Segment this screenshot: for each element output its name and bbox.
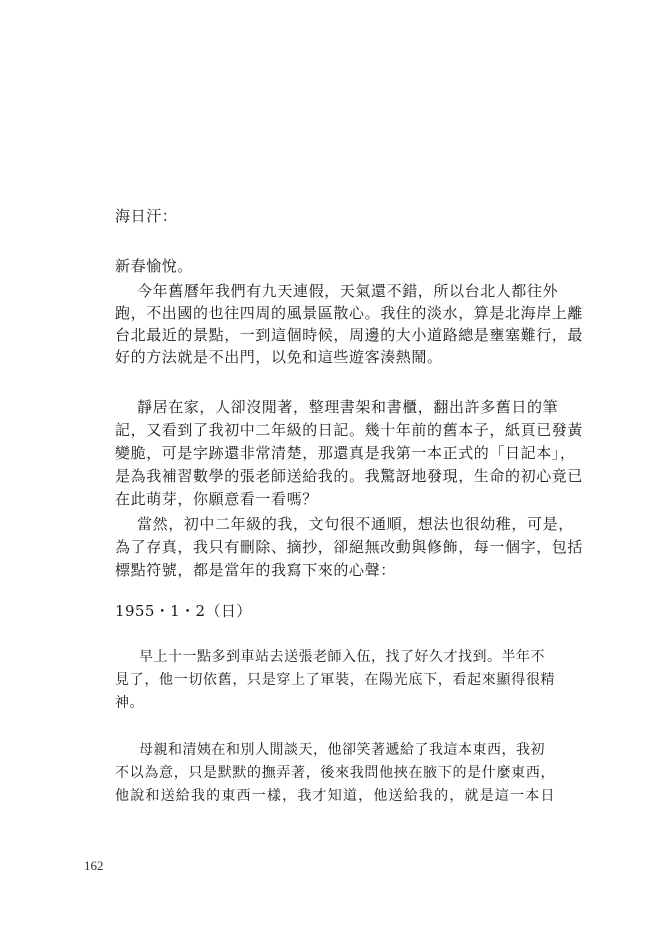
salutation: 海日汗：: [115, 207, 178, 225]
paragraph-3-line: 當然，初中二年級的我，文句很不通順，想法也很幼稚，可是，: [137, 515, 574, 533]
paragraph-1-line: 今年舊曆年我們有九天連假，天氣還不錯，所以台北人都往外: [137, 282, 559, 300]
diary-entry-2-line: 母親和清姨在和別人閒談天，他卻笑著遞給了我這本東西，我初: [139, 742, 545, 758]
page-number: 162: [84, 858, 104, 873]
paragraph-1-line: 跑，不出國的也往四周的風景區散心。我住的淡水，算是北海岸上離: [115, 304, 584, 322]
paragraph-3-line: 標點符號，都是當年的我寫下來的心聲：: [115, 561, 396, 579]
diary-entry-2-line: 不以為意，只是默默的撫弄著，後來我問他挾在腋下的是什麼東西，: [115, 765, 555, 781]
paragraph-3-line: 為了存真，我只有刪除、摘抄，卻絕無改動與修飾，每一個字，包括: [115, 538, 584, 556]
paragraph-2-line: 在此萌芽，你願意看一看嗎？: [115, 490, 318, 508]
diary-entry-2-line: 他說和送給我的東西一樣，我才知道，他送給我的，就是這一本日: [115, 788, 555, 804]
paragraph-1-line: 好的方法就是不出門，以免和這些遊客湊熱鬧。: [115, 348, 443, 366]
diary-date: 1955・1・2（日）: [115, 602, 252, 620]
paragraph-2-line: 靜居在家，人卻沒閒著，整理書架和書櫃，翻出許多舊日的筆: [137, 398, 559, 416]
paragraph-2-line: 記，又看到了我初中二年級的日記。幾十年前的舊本子，紙頁已發黃: [115, 421, 584, 439]
paragraph-2-line: 變脆，可是字跡還非常清楚，那還真是我第一本正式的「日記本」，: [115, 444, 576, 462]
diary-entry-1-line: 神。: [115, 695, 144, 711]
paragraph-1-line: 台北最近的景點，一到這個時候，周邊的大小道路總是壅塞難行，最: [115, 326, 584, 344]
greeting: 新春愉悅。: [115, 257, 194, 275]
diary-entry-1-line: 早上十一點多到車站去送張老師入伍，找了好久才找到。半年不: [139, 649, 545, 665]
diary-entry-1-line: 見了，他一切依舊，只是穿上了軍裝，在陽光底下，看起來顯得很精: [115, 672, 555, 688]
paragraph-2-line: 是為我補習數學的張老師送給我的。我驚訝地發現，生命的初心竟已: [115, 467, 584, 485]
